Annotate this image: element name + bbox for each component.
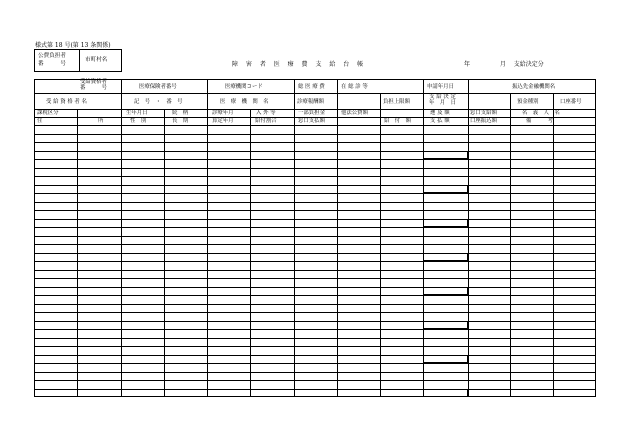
hdr-institution-name: 医 療 機 関 名	[220, 99, 269, 105]
publisher-number-box	[34, 49, 122, 72]
ledger-table	[34, 79, 596, 399]
hdr-burden-limit: 負担上限額	[383, 99, 410, 105]
row-divider	[34, 168, 596, 169]
hdr-home-care: 在 総 診 等	[341, 84, 368, 90]
row-divider	[34, 321, 596, 322]
row-divider	[34, 185, 596, 186]
publisher-number-label-1: 公費負担者	[38, 53, 66, 59]
hdr-counter-payment: 窓口支給額	[470, 110, 497, 116]
row-divider	[34, 346, 596, 347]
table-row	[34, 193, 596, 227]
row-divider	[34, 151, 596, 152]
hdr-relationship: 続 柄	[172, 110, 189, 116]
row-divider	[34, 210, 596, 211]
publisher-number-label-2: 番 号	[38, 61, 66, 67]
payment-amount-cell	[423, 355, 468, 364]
row-divider	[34, 236, 596, 237]
table-row	[34, 363, 596, 397]
municipality-label: 市町村名	[85, 57, 108, 63]
payment-amount-cell	[423, 321, 468, 330]
hdr-benefit-amount: 給 付 額	[384, 118, 411, 124]
hdr-application-date: 申請年月日	[427, 84, 454, 90]
hdr-other-public: 他法公費額	[341, 110, 368, 116]
hdr-calc-month: 算定年月	[212, 118, 234, 124]
row-divider	[34, 244, 596, 245]
hdr-counter-paid: 窓口支払額	[298, 118, 325, 124]
hdr-transfer-amount: 口座振込額	[470, 118, 497, 124]
period-year: 年	[464, 61, 471, 68]
hdr-deposit-type: 預金種別	[517, 99, 539, 105]
record-divider	[34, 193, 596, 194]
payment-amount-cell	[423, 287, 468, 296]
table-row	[34, 295, 596, 329]
payment-amount-cell	[423, 253, 468, 262]
hdr-retroactive: 遡 及 額	[430, 110, 450, 116]
period-label	[464, 59, 544, 68]
row-divider	[34, 270, 596, 271]
hdr-institution-code: 医療機関コード	[225, 84, 263, 90]
hdr-in-out: 入 外 等	[256, 110, 276, 116]
record-divider	[34, 159, 596, 160]
row-divider	[34, 134, 596, 135]
row-divider	[34, 355, 596, 356]
hdr-benefit-ratio: 給付割合	[255, 118, 277, 124]
table-row	[34, 329, 596, 363]
ledger-body	[34, 125, 596, 397]
hdr-birth-date: 生年月日	[126, 110, 148, 116]
hdr-insurer-number: 医療保険者番号	[139, 84, 177, 90]
table-row	[34, 261, 596, 295]
row-divider	[34, 202, 596, 203]
record-divider	[34, 363, 596, 364]
record-divider	[34, 329, 596, 330]
row-divider	[34, 278, 596, 279]
hdr-long-term: 長 期	[172, 118, 189, 124]
hdr-account-holder: 名 義 人 名	[522, 110, 560, 116]
period-month: 月	[499, 61, 506, 68]
payment-amount-cell	[423, 389, 468, 398]
hdr-recipient-name: 受 給 資 格 者 名	[46, 99, 87, 105]
table-row	[34, 159, 596, 193]
hdr-address-2: 所	[98, 118, 104, 124]
row-divider	[34, 176, 596, 177]
payment-amount-cell	[423, 185, 468, 194]
hdr-remarks: 備 考	[526, 118, 553, 124]
row-divider	[34, 253, 596, 254]
hdr-gender: 性 別	[130, 118, 147, 124]
row-divider	[34, 372, 596, 373]
row-divider	[34, 338, 596, 339]
row-divider	[34, 219, 596, 220]
table-row	[34, 125, 596, 159]
row-divider	[34, 312, 596, 313]
record-divider	[34, 227, 596, 228]
row-divider	[34, 380, 596, 381]
hdr-account-number: 口座番号	[560, 99, 582, 105]
hdr-tax-class: 課税区分	[37, 110, 59, 116]
row-divider	[34, 304, 596, 305]
record-divider	[34, 295, 596, 296]
row-divider	[34, 287, 596, 288]
hdr-decision-date: 支 給 決 定 年 月 日	[429, 94, 456, 106]
payment-amount-cell	[423, 151, 468, 160]
hdr-treatment-month: 診療年月	[212, 110, 234, 116]
hdr-copayment: 一部負担金	[298, 110, 325, 116]
hdr-bank-name: 振込先金融機関名	[512, 84, 556, 90]
hdr-recipient-number: 受給資格者 番 号	[80, 79, 107, 91]
hdr-symbol-number: 記 号 ・ 番 号	[134, 99, 183, 105]
page-title: 障 害 者 医 療 費 支 給 台 帳	[232, 61, 367, 68]
form-number: 様式第 18 号(第 13 条関係)	[35, 42, 111, 49]
payment-amount-cell	[423, 219, 468, 228]
hdr-payment-amount: 支 払 額	[430, 118, 450, 124]
table-row	[34, 227, 596, 261]
hdr-fee-amount: 診療報酬額	[297, 99, 324, 105]
record-divider	[34, 261, 596, 262]
row-divider	[34, 142, 596, 143]
hdr-address-1: 住	[37, 118, 43, 124]
period-decision: 支給決定分	[513, 61, 544, 68]
row-divider	[34, 389, 596, 390]
hdr-total-medical: 総 医 療 費	[298, 84, 325, 90]
